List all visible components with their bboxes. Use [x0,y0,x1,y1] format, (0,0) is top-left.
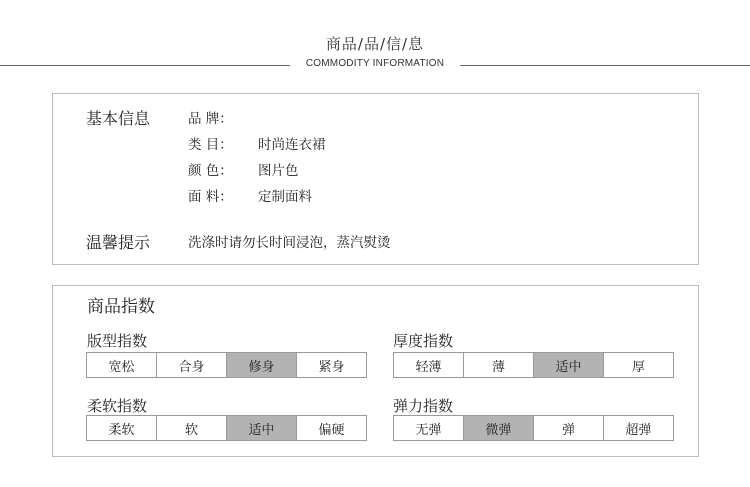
info-key: 面 料： [188,189,233,205]
scale-option: 超弹 [603,416,673,440]
scale-option: 轻薄 [415,359,442,375]
basic-info-panel [52,93,699,265]
info-row-color [188,159,299,179]
page-subtitle [0,58,750,69]
tip-text: 洗涤时请勿长时间浸泡，蒸汽熨烫 [188,235,391,251]
scale-option: 偏硬 [296,416,366,440]
scale-option: 微弹 [463,416,533,440]
page-title: 商品/品/信/息 [325,35,425,53]
scale-option: 软 [156,416,226,440]
product-index-panel [52,285,699,457]
info-row-category [188,133,326,153]
scale-option: 修身 [226,353,296,377]
scale-fit [86,352,367,378]
scale-label-fit: 版型指数 [87,332,148,350]
scale-option: 柔软 [108,422,135,438]
scale-label-elasticity: 弹力指数 [393,397,454,415]
scale-option: 合身 [156,353,226,377]
page-subtitle-text: COMMODITY INFORMATION [300,58,450,69]
tip-label: 温馨提示 [86,233,151,252]
scale-elasticity [393,415,674,441]
info-key: 颜 色： [188,163,233,179]
scale-label-softness: 柔软指数 [87,397,148,415]
scale-option: 无弹 [415,422,442,438]
info-value: 定制面料 [258,189,312,205]
scale-option: 适中 [226,416,296,440]
basic-info-label: 基本信息 [86,109,151,128]
index-title: 商品指数 [87,297,155,317]
info-value: 图片色 [258,163,299,179]
scale-softness [86,415,367,441]
scale-option: 宽松 [108,359,135,375]
scale-option: 弹 [533,416,603,440]
info-value: 时尚连衣裙 [258,137,326,153]
scale-thickness [393,352,674,378]
info-key: 品 牌： [188,111,233,127]
scale-option: 紧身 [296,353,366,377]
scale-option: 适中 [533,353,603,377]
scale-option: 厚 [603,353,673,377]
info-row-brand [188,107,258,127]
scale-option: 薄 [463,353,533,377]
info-key: 类 目： [188,137,233,153]
info-row-fabric [188,185,312,205]
scale-label-thickness: 厚度指数 [393,332,454,350]
